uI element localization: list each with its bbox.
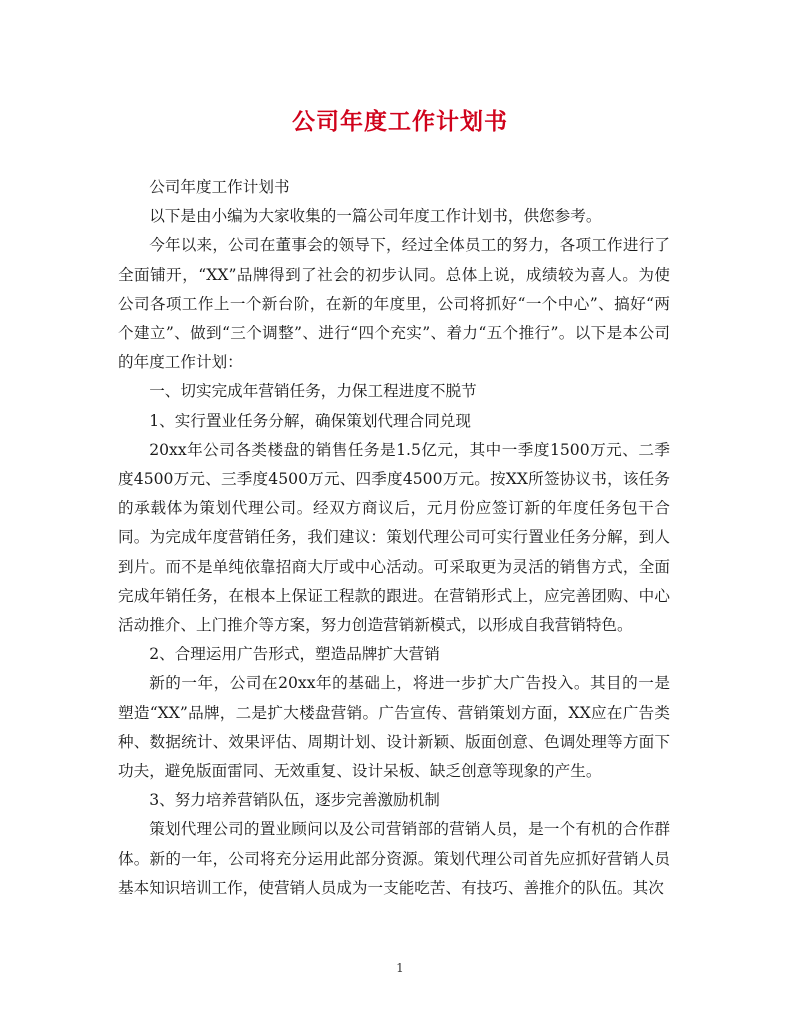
page-number: 1 [396,961,404,975]
subsection-heading: 2、合理运用广告形式，塑造品牌扩大营销 [149,645,440,664]
section-heading: 一、切实完成年营销任务，力保工程进度不脱节 [149,382,477,401]
subsection-heading: 3、努力培养营销队伍，逐步完善激励机制 [149,791,440,810]
paragraph: 今年以来，公司在董事会的领导下，经过全体员工的努力，各项工作进行了全面铺开，“XX”品牌得到了社会的初步认同。总体上说，成绩较为喜人。为使公司各项工作上一个新台阶，在新的年度里，公司将抓好“一个中心”、搞好“两个建立”、做到“三个调整”、进行“四个充实”、着力“五个推行”。以下是本公司的年度工作计划： [118,236,670,372]
paragraph: 20xx年公司各类楼盘的销售任务是1.5亿元，其中一季度1500万元、二季度4500万元、三季度4500万元、四季度4500万元。按XX所签协议书，该任务的承载体为策划代理公司。经双方商议后，元月份应签订新的年度任务包干合同。为完成年度营销任务，我们建议：策划代理公司可实行置业任务分解，到人到片。而不是单纯依靠招商大厅或中心活动。可采取更为灵活的销售方式，全面完成年销任务，在根本上保证工程款的跟进。在营销形式上，应完善团购、中心活动推介、上门推介等方案，努力创造营销新模式，以形成自我营销特色。 [118,440,670,635]
paragraph: 公司年度工作计划书 [149,178,290,196]
paragraph: 策划代理公司的置业顾问以及公司营销部的营销人员，是一个有机的合作群体。新的一年，公司将充分运用此部分资源。策划代理公司首先应抓好营销人员基本知识培训工作，使营销人员成为一支能吃苦、有技巧、善推介的队伍。其次 [118,820,670,897]
document-title: 公司年度工作计划书 [292,108,508,135]
paragraph: 以下是由小编为大家收集的一篇公司年度工作计划书，供您参考。 [149,207,602,226]
subsection-heading: 1、实行置业任务分解，确保策划代理合同兑现 [149,411,471,430]
paragraph: 新的一年，公司在20xx年的基础上，将进一步扩大广告投入。其目的一是塑造“XX”品牌，二是扩大楼盘营销。广告宣传、营销策划方面，XX应在广告类种、数据统计、效果评估、周期计划、设计新颖、版面创意、色调处理等方面下功夫，避免版面雷同、无效重复、设计呆板、缺乏创意等现象的产生。 [118,674,670,781]
document-body [118,173,670,903]
